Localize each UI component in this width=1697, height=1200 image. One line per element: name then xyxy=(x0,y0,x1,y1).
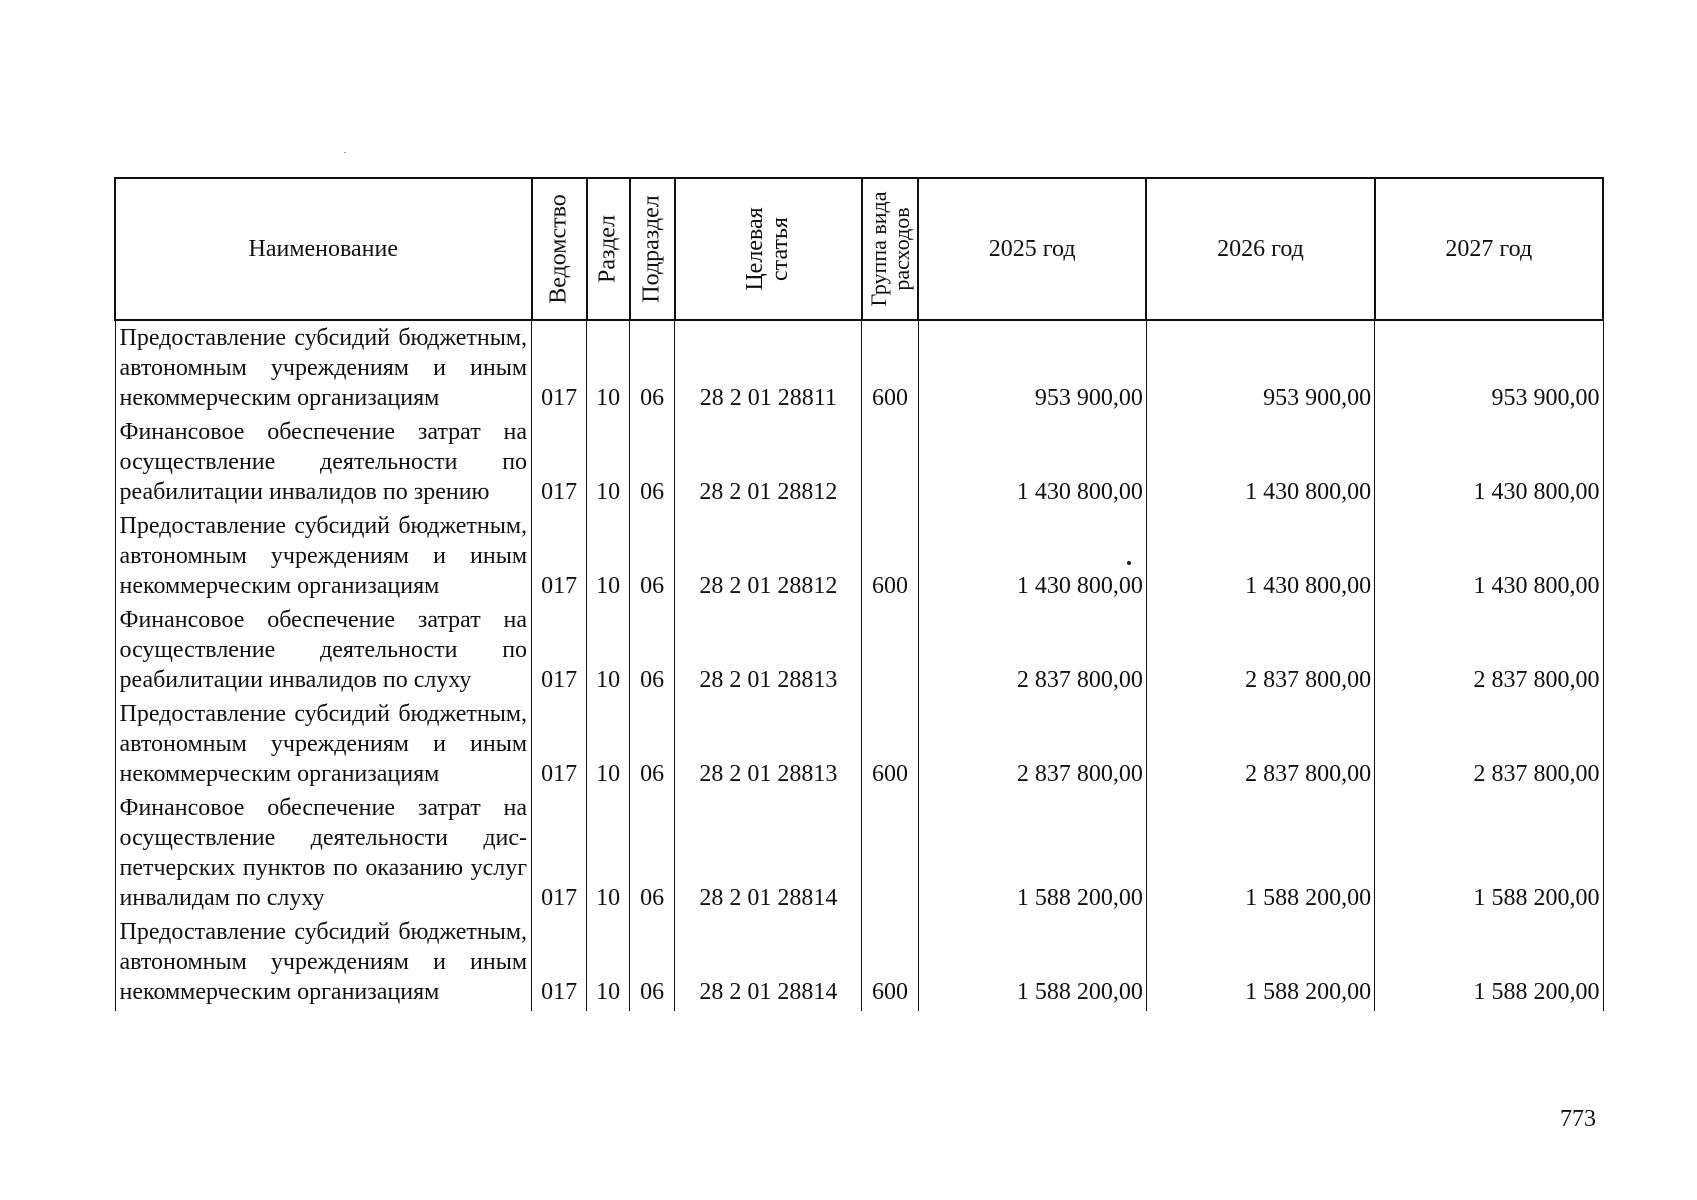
header-gruppa xyxy=(862,178,918,320)
row-2026: 1 588 200,00 xyxy=(1146,917,1374,1011)
header-podrazdel-label: Подраздел xyxy=(638,195,665,303)
row-vedomstvo: 017 xyxy=(532,917,587,1011)
row-gruppa xyxy=(862,605,918,699)
header-podrazdel xyxy=(630,178,675,320)
row-razdel: 10 xyxy=(587,793,630,917)
header-gruppa-line1: Группа вида xyxy=(865,191,891,307)
header-razdel xyxy=(587,178,630,320)
row-celevaya: 28 2 01 28813 xyxy=(675,605,862,699)
row-razdel: 10 xyxy=(587,605,630,699)
header-razdel-label: Раздел xyxy=(594,215,621,283)
row-name: Финансовое обеспечение затрат на осуществление деятельности по реабилитации инвалидов по зрению xyxy=(115,417,532,511)
row-vedomstvo: 017 xyxy=(532,320,587,417)
row-podrazdel: 06 xyxy=(630,320,675,417)
row-razdel: 10 xyxy=(587,699,630,793)
header-vedomstvo xyxy=(532,178,587,320)
header-2026: 2026 год xyxy=(1146,178,1374,320)
header-vedomstvo-label: Ведомство xyxy=(545,194,572,304)
row-gruppa: 600 xyxy=(862,699,918,793)
row-name: Предоставление субсидий бюджетным, автономным учреждениям и иным некоммерческим организациям xyxy=(115,699,532,793)
row-podrazdel: 06 xyxy=(630,793,675,917)
row-razdel: 10 xyxy=(587,320,630,417)
row-celevaya: 28 2 01 28813 xyxy=(675,699,862,793)
row-2027: 1 588 200,00 xyxy=(1375,917,1603,1011)
row-2026: 1 588 200,00 xyxy=(1146,793,1374,917)
budget-table xyxy=(114,177,1604,1011)
row-2025: 2 837 800,00 xyxy=(918,699,1146,793)
table-row xyxy=(115,320,1603,417)
header-2027: 2027 год xyxy=(1375,178,1603,320)
row-2027: 1 430 800,00 xyxy=(1375,417,1603,511)
row-podrazdel: 06 xyxy=(630,699,675,793)
row-2025: 1 430 800,00 xyxy=(918,417,1146,511)
header-celevaya-label xyxy=(743,207,793,290)
header-celevaya-line2: статья xyxy=(767,217,794,281)
header-celevaya-line1: Целевая xyxy=(742,207,769,291)
row-2027: 2 837 800,00 xyxy=(1375,699,1603,793)
row-vedomstvo: 017 xyxy=(532,793,587,917)
row-podrazdel: 06 xyxy=(630,917,675,1011)
row-podrazdel: 06 xyxy=(630,511,675,605)
row-2026: 953 900,00 xyxy=(1146,320,1374,417)
row-celevaya: 28 2 01 28814 xyxy=(675,917,862,1011)
table-row xyxy=(115,917,1603,1011)
row-vedomstvo: 017 xyxy=(532,699,587,793)
row-2027: 1 588 200,00 xyxy=(1375,793,1603,917)
row-2026: 1 430 800,00 xyxy=(1146,417,1374,511)
header-gruppa-label xyxy=(867,192,913,307)
row-razdel: 10 xyxy=(587,417,630,511)
table-row xyxy=(115,699,1603,793)
header-celevaya xyxy=(675,178,862,320)
row-2025: 953 900,00 xyxy=(918,320,1146,417)
row-2027: 1 430 800,00 xyxy=(1375,511,1603,605)
row-2025: 1 588 200,00 xyxy=(918,917,1146,1011)
row-gruppa: 600 xyxy=(862,917,918,1011)
table-row xyxy=(115,511,1603,605)
row-name: Предоставление субсидий бюджетным, автономным учреждениям и иным некоммерческим организациям xyxy=(115,511,532,605)
row-name: Предоставление субсидий бюджетным, автономным учреждениям и иным некоммерческим организациям xyxy=(115,917,532,1011)
row-2025: 1 430 800,00 xyxy=(918,511,1146,605)
header-gruppa-line2: расходов xyxy=(888,207,914,291)
row-vedomstvo: 017 xyxy=(532,511,587,605)
row-gruppa xyxy=(862,417,918,511)
table-row xyxy=(115,793,1603,917)
row-2027: 2 837 800,00 xyxy=(1375,605,1603,699)
row-2026: 2 837 800,00 xyxy=(1146,699,1374,793)
table-header-row xyxy=(115,178,1603,320)
row-vedomstvo: 017 xyxy=(532,417,587,511)
scan-speck xyxy=(344,152,346,153)
row-celevaya: 28 2 01 28811 xyxy=(675,320,862,417)
header-name: Наименование xyxy=(115,178,532,320)
row-2025: 2 837 800,00 xyxy=(918,605,1146,699)
row-podrazdel: 06 xyxy=(630,417,675,511)
row-2026: 1 430 800,00 xyxy=(1146,511,1374,605)
row-name: Финансовое обеспечение затрат на осуществление деятельности диспетчерских пунктов по оказанию услуг инвалидам по слуху xyxy=(115,793,532,917)
row-razdel: 10 xyxy=(587,511,630,605)
row-vedomstvo: 017 xyxy=(532,605,587,699)
row-2025: 1 588 200,00 xyxy=(918,793,1146,917)
row-celevaya: 28 2 01 28812 xyxy=(675,511,862,605)
page-number: 773 xyxy=(1560,1106,1596,1132)
row-razdel: 10 xyxy=(587,917,630,1011)
row-2026: 2 837 800,00 xyxy=(1146,605,1374,699)
row-celevaya: 28 2 01 28814 xyxy=(675,793,862,917)
row-gruppa: 600 xyxy=(862,320,918,417)
table-row xyxy=(115,605,1603,699)
header-2025: 2025 год xyxy=(918,178,1146,320)
row-gruppa: 600 xyxy=(862,511,918,605)
row-name: Предоставление субсидий бюджетным, автономным учреждениям и иным некоммерческим организациям xyxy=(115,320,532,417)
row-2027: 953 900,00 xyxy=(1375,320,1603,417)
row-celevaya: 28 2 01 28812 xyxy=(675,417,862,511)
row-name: Финансовое обеспечение затрат на осуществление деятельности по реабилитации инвалидов по слуху xyxy=(115,605,532,699)
table-row xyxy=(115,417,1603,511)
row-gruppa xyxy=(862,793,918,917)
row-podrazdel: 06 xyxy=(630,605,675,699)
